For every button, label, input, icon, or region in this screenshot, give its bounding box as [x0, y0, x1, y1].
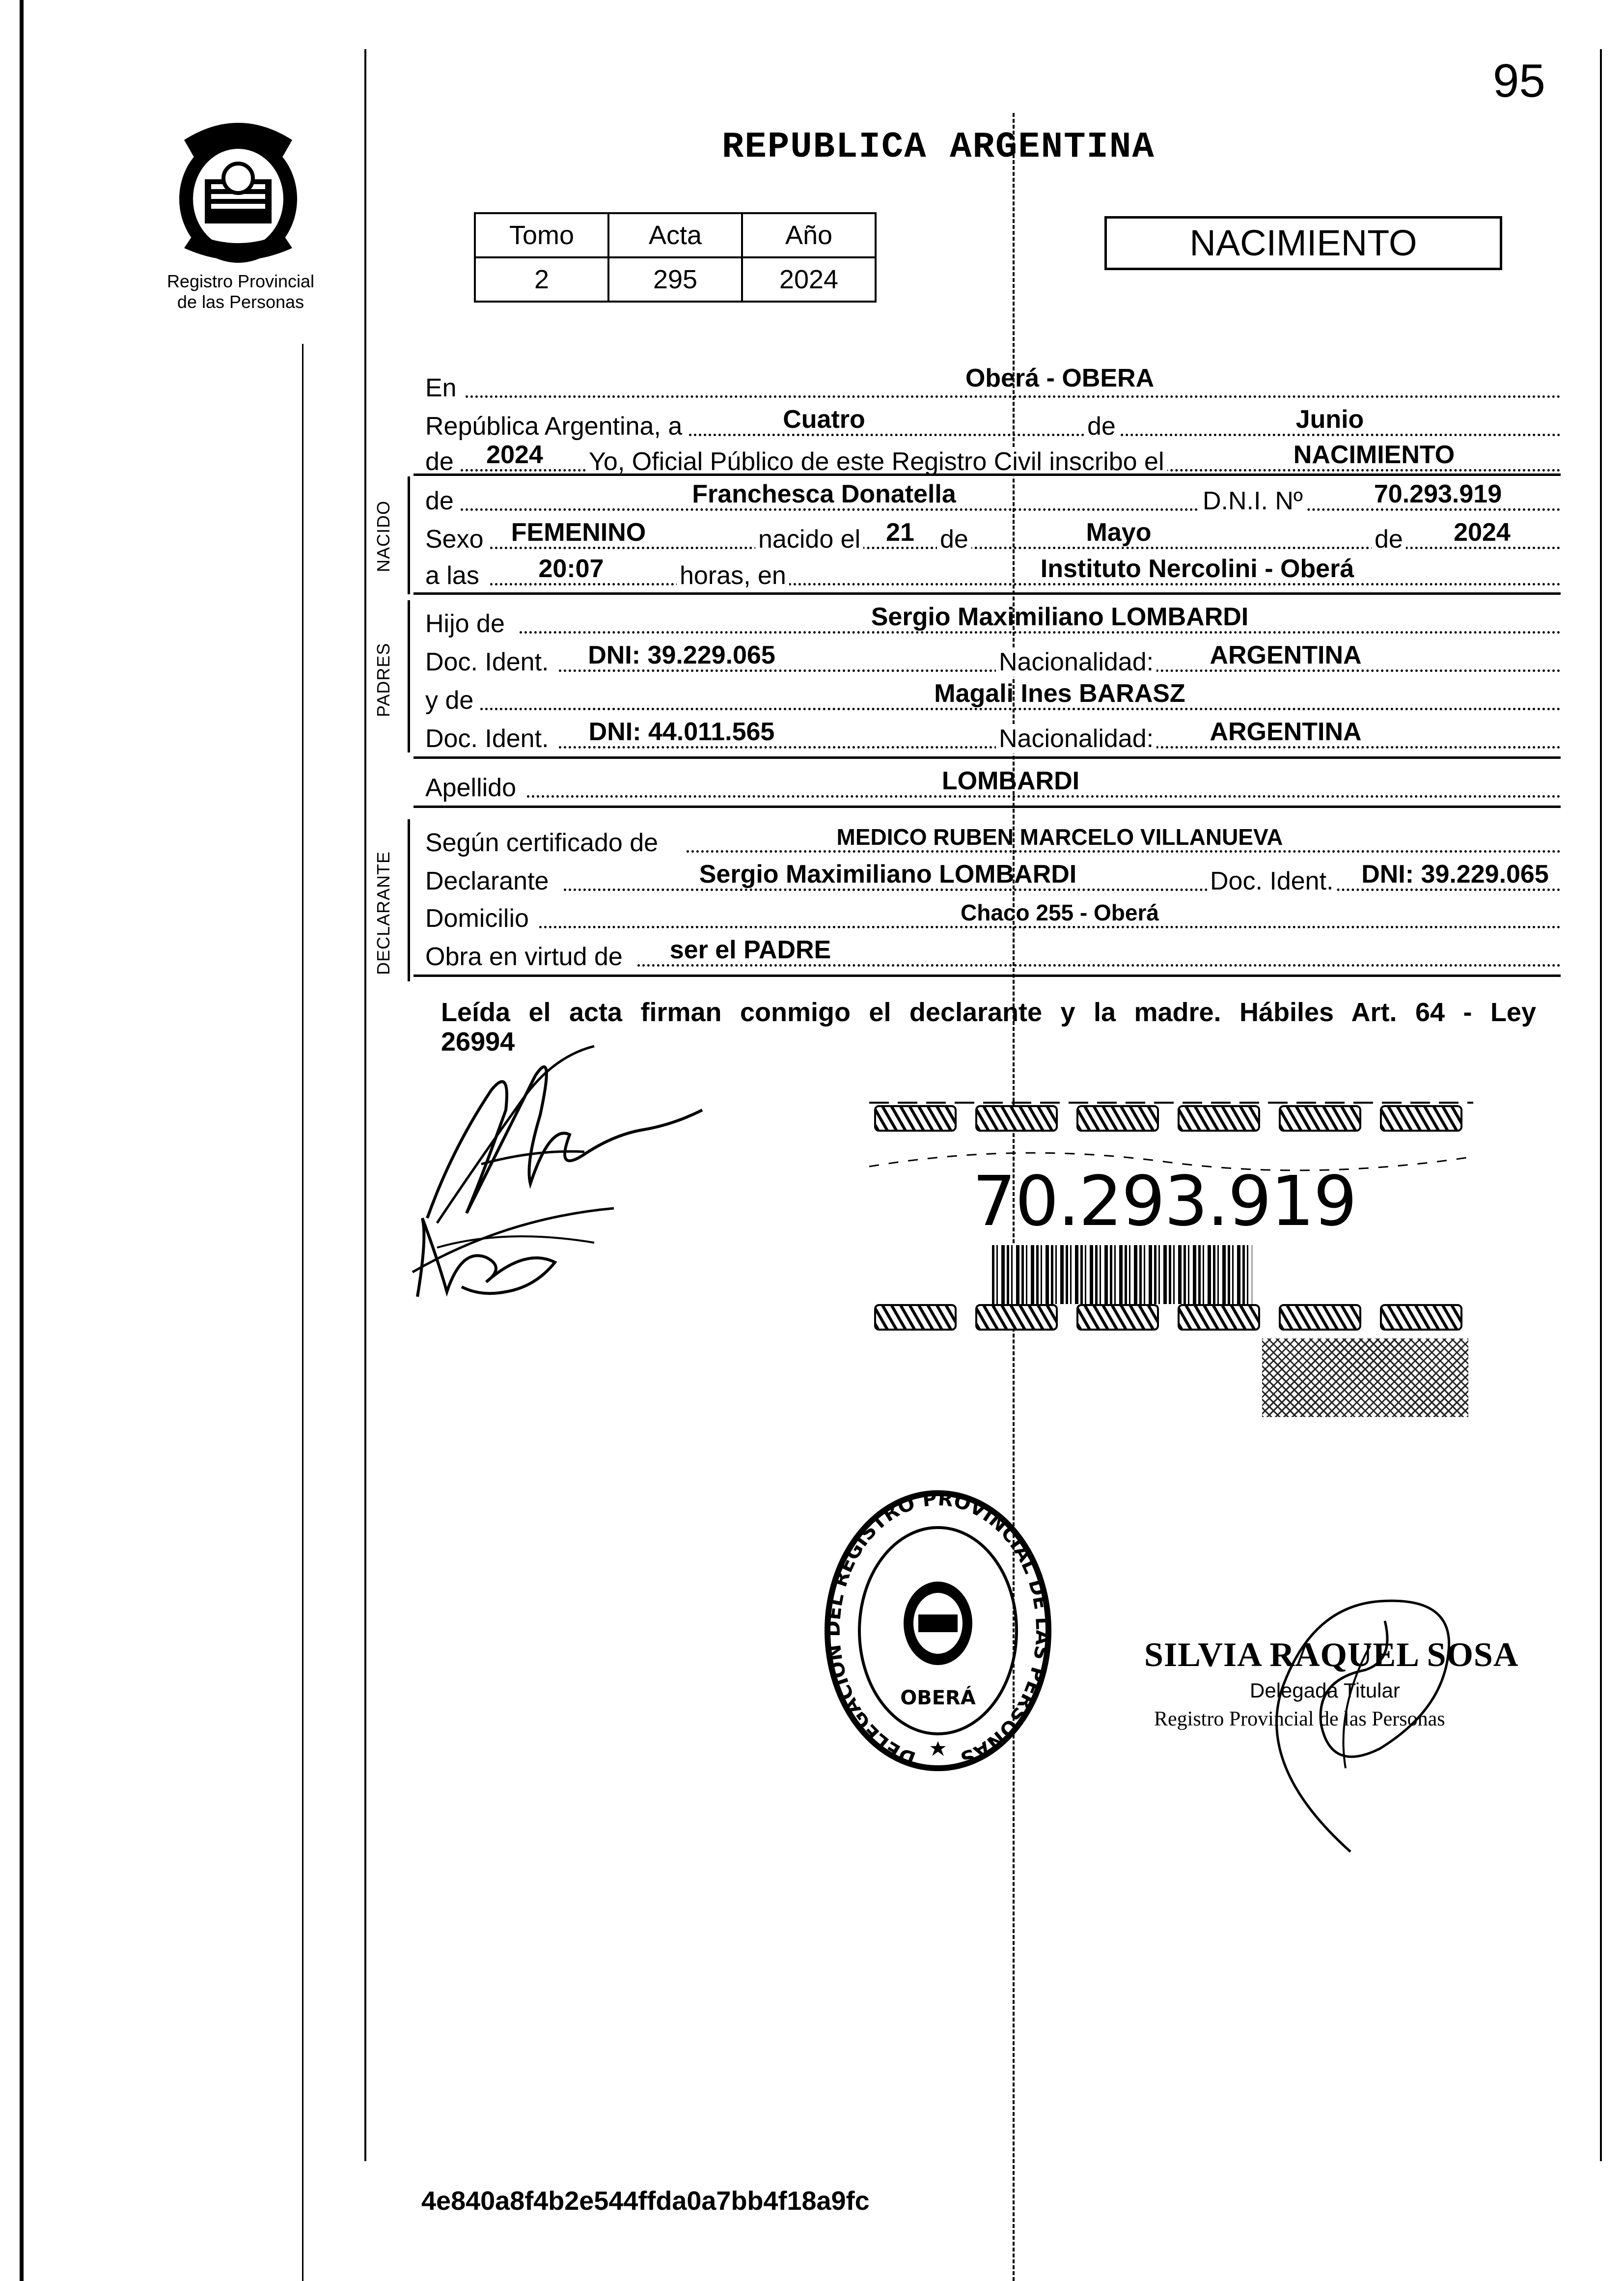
nacido-sex-row [421, 518, 1561, 554]
declarante-name: Sergio Maximiliano LOMBARDI [699, 860, 1077, 889]
padres-bracket [408, 600, 410, 752]
logo-caption-line2: de las Personas [177, 292, 304, 312]
right-margin-line [1600, 49, 1602, 2161]
divider-2 [413, 592, 1561, 595]
seal-bottom-text: OBERÁ [900, 1687, 976, 1709]
domicilio-value: Chaco 255 - Oberá [961, 900, 1159, 925]
nacido-bracket [408, 476, 410, 594]
registration-text: Yo, Oficial Público de este Registro Civil inscribo el [586, 447, 1167, 476]
a-las-label: a las [425, 561, 479, 590]
divider-4 [413, 806, 1561, 808]
divider-3 [413, 756, 1561, 759]
hologram-pattern [1262, 1338, 1468, 1417]
mother-nationality-label: Nacionalidad: [996, 724, 1156, 753]
hijo-de-label: Hijo de [425, 610, 505, 638]
father-name: Sergio Maximiliano LOMBARDI [871, 603, 1249, 631]
misiones-coat-of-arms [165, 111, 312, 273]
closing-statement-line2: 26994 [441, 1027, 515, 1057]
value-acta: 295 [608, 257, 742, 302]
obra-label: Obra en virtud de [425, 943, 623, 971]
registration-year: 2024 [486, 441, 543, 469]
birth-year: 2024 [1454, 518, 1511, 547]
father-doc-row [421, 641, 1561, 677]
nacido-el-label: nacido el [755, 525, 863, 554]
value-tomo: 2 [475, 257, 608, 302]
date-country-label: República Argentina, a [425, 412, 683, 441]
birth-place: Instituto Nercolini - Oberá [1040, 555, 1354, 583]
declarante-row [421, 860, 1561, 896]
certificado-row [421, 824, 1561, 858]
registration-type: NACIMIENTO [1293, 441, 1455, 469]
nacido-time-row [421, 555, 1561, 590]
nacido-dni: 70.293.919 [1374, 480, 1502, 508]
value-anio: 2024 [742, 257, 876, 302]
header-tomo: Tomo [475, 213, 608, 257]
certificado-value: MEDICO RUBEN MARCELO VILLANUEVA [836, 824, 1283, 850]
seal-ring-text: DELEGACION DEL REGISTRO PROVINCIAL DE LAS PERSONAS [822, 1487, 1054, 1770]
mother-doc-label: Doc. Ident. [425, 724, 549, 753]
apellido-value: LOMBARDI [941, 767, 1080, 795]
country-title: REPUBLICA ARGENTINA [722, 127, 1155, 168]
official-title: Delegada Titular [1250, 1679, 1400, 1702]
left-margin-line [364, 49, 366, 2161]
section-padres-label: PADRES [373, 642, 393, 717]
mother-doc: DNI: 44.011.565 [588, 718, 775, 746]
official-institution: Registro Provincial de las Personas [1154, 1708, 1445, 1730]
registration-row [421, 441, 1561, 476]
divider-1 [413, 473, 1561, 476]
left-scan-edge [20, 0, 24, 2281]
official-name: SILVIA RAQUEL SOSA [1144, 1636, 1519, 1674]
section-declarante-label: DECLARANTE [373, 851, 393, 975]
barcode-number: 70.293.919 [972, 1162, 1356, 1242]
register-table [474, 212, 877, 303]
header-acta: Acta [608, 213, 742, 257]
declarante-doc: DNI: 39.229.065 [1361, 860, 1549, 889]
certificado-label: Según certificado de [425, 829, 659, 857]
coat-of-arms-icon [165, 111, 312, 273]
apellido-row [421, 767, 1561, 803]
father-doc: DNI: 39.229.065 [588, 641, 775, 669]
date-day: Cuatro [783, 405, 865, 434]
mother-nationality: ARGENTINA [1210, 718, 1362, 746]
declarante-bracket [408, 819, 410, 981]
page-number: 95 [1493, 55, 1545, 107]
mother-doc-row [421, 718, 1561, 753]
header-anio: Año [742, 213, 876, 257]
barcode-sticker [869, 1093, 1473, 1427]
date-month: Junio [1295, 405, 1364, 434]
obra-value: ser el PADRE [669, 936, 831, 964]
registration-de-label: de [425, 447, 454, 476]
closing-statement-line1: Leída el acta firman conmigo el declarante y la madre. Hábiles Art. 64 - Ley [441, 998, 1536, 1027]
place-row [421, 364, 1561, 403]
declarante-label: Declarante [425, 867, 549, 895]
barcode-bars [992, 1245, 1252, 1304]
place-value: Oberá - OBERA [965, 364, 1155, 392]
declarante-doc-label: Doc. Ident. [1207, 866, 1336, 896]
official-seal [820, 1486, 1056, 1776]
logo-caption-line1: Registro Provincial [166, 271, 315, 291]
section-nacido-label: NACIDO [373, 500, 393, 572]
place-label: En [425, 374, 457, 402]
document-hash: 4e840a8f4b2e544ffda0a7bb4f18a9fc [421, 2186, 870, 2216]
nacido-de2-label: de [937, 525, 971, 554]
nacido-name: Franchesca Donatella [692, 480, 956, 508]
birth-day: 21 [886, 518, 914, 547]
security-pattern-top [874, 1105, 1463, 1133]
nacido-de3-label: de [1372, 525, 1406, 554]
domicilio-label: Domicilio [425, 904, 529, 933]
birth-time: 20:07 [538, 555, 604, 583]
date-row [421, 405, 1561, 441]
y-de-label: y de [425, 686, 474, 715]
father-doc-label: Doc. Ident. [425, 648, 549, 676]
father-nationality-label: Nacionalidad: [996, 647, 1156, 677]
nacido-name-row [421, 480, 1561, 516]
divider-5 [413, 974, 1561, 977]
mother-signature [408, 1198, 624, 1307]
left-fold-line [302, 344, 303, 2281]
horas-en-label: horas, en [677, 561, 789, 590]
domicilio-row [421, 900, 1561, 933]
obra-row [421, 936, 1561, 972]
nacido-de-label: de [425, 487, 454, 515]
sexo-value: FEMENINO [511, 518, 646, 547]
security-pattern-bottom [874, 1304, 1463, 1332]
date-de-label: de [1084, 412, 1119, 441]
apellido-label: Apellido [425, 774, 517, 802]
father-name-row [421, 603, 1561, 639]
father-nationality: ARGENTINA [1210, 641, 1362, 669]
document-type-box: NACIMIENTO [1104, 216, 1502, 270]
birth-month: Mayo [1086, 518, 1152, 547]
mother-name-row [421, 679, 1561, 715]
sexo-label: Sexo [425, 525, 484, 554]
nacido-dni-label: D.N.I. Nº [1200, 486, 1306, 516]
mother-name: Magali Ines BARASZ [934, 679, 1185, 708]
